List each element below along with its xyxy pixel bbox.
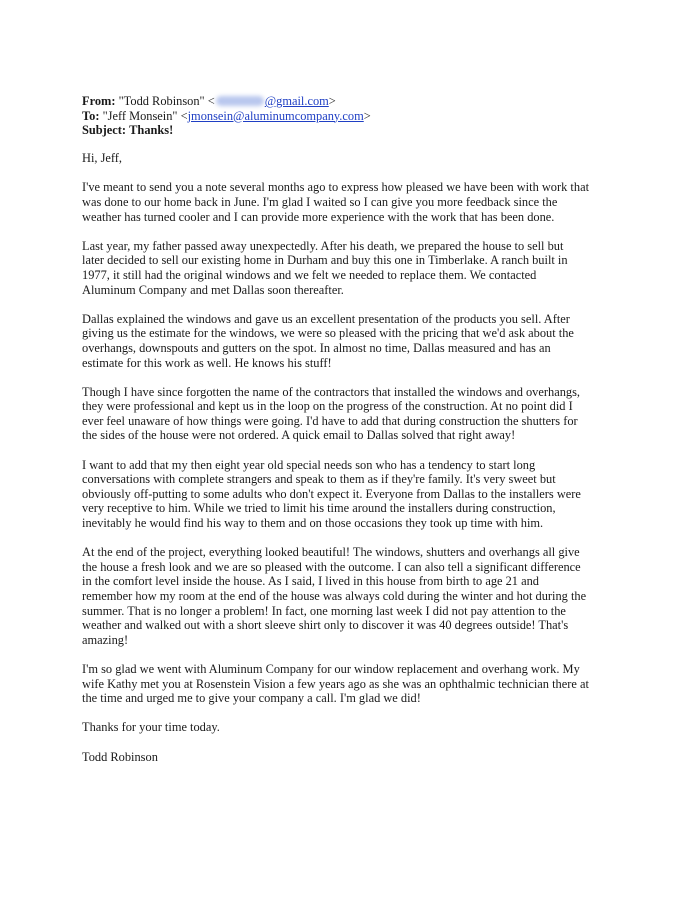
text-line: they were professional and kept us in the loop on the progress of the construction. At no point did I (82, 399, 573, 414)
subject-label: Subject: (82, 123, 127, 138)
text-line: giving us the estimate for the windows, we were so pleased with the pricing that we'd ask about the (82, 326, 574, 341)
text-line: wife Kathy met you at Rosenstein Vision a few years ago as she was an ophthalmic technician there at (82, 676, 589, 691)
paragraph-1 (82, 180, 642, 224)
text-line: summer. That is no longer a problem! In fact, one morning last week I did not pay attention to the (82, 603, 566, 618)
to-lt: < (180, 108, 188, 123)
text-line: Last year, my father passed away unexpectedly. After his death, we prepared the house to sell but (82, 238, 564, 253)
greeting: Hi, Jeff, (82, 150, 123, 165)
paragraph-2 (82, 239, 642, 297)
text-line: At the end of the project, everything looked beautiful! The windows, shutters and overhangs all give (82, 545, 580, 560)
from-lt: < (207, 94, 215, 108)
text-line: Though I have since forgotten the name of the contractors that installed the windows and overhangs, (82, 384, 581, 399)
text-line: weather and walked out with a short sleeve shirt only to discover it was 40 degrees outside! That's (82, 618, 569, 633)
text-line: I want to add that my then eight year old special needs son who has a tendency to start long (82, 457, 536, 472)
email-header (82, 94, 642, 138)
text-line: Aluminum Company and met Dallas soon thereafter. (82, 282, 344, 297)
paragraph-7 (82, 662, 642, 706)
to-gt: > (363, 108, 371, 123)
to-email-link[interactable]: jmonsein@aluminumcompany.com (187, 108, 364, 123)
text-line: Dallas explained the windows and gave us an excellent presentation of the products you sell. After (82, 311, 570, 326)
paragraph-3 (82, 312, 642, 370)
to-line (82, 109, 642, 124)
from-line (82, 94, 642, 109)
text-line: conversations with complete strangers and speak to them as if they're family. It's very sweet but (82, 472, 556, 487)
from-gt: > (328, 94, 336, 108)
signature: Todd Robinson (82, 749, 158, 764)
email-printout (82, 94, 642, 779)
closing-thanks: Thanks for your time today. (82, 720, 220, 735)
text-line: the house a fresh look and we are so pleased with the outcome. I can also tell a significant difference (82, 559, 581, 574)
text-line: estimate for this work as well. He knows his stuff! (82, 355, 332, 370)
paragraph-6 (82, 545, 642, 647)
text-line: in the comfort level inside the house. As I said, I lived in this house from birth to age 21 and (82, 574, 539, 589)
paragraph-4 (82, 385, 642, 443)
subject-text: Thanks! (129, 123, 174, 138)
text-line: amazing! (82, 632, 129, 647)
text-line: I've meant to send you a note several months ago to express how pleased we have been with work that (82, 180, 590, 195)
redacted-email-blur (216, 96, 264, 106)
text-line: the sides of the house were not ordered. A quick email to Dallas solved that right away! (82, 428, 516, 443)
text-line: very receptive to him. While we tried to limit his time around the installers during construction, (82, 501, 556, 516)
text-line: inevitably he would find his way to them and on those occasions they took up time with him. (82, 516, 544, 531)
text-line: 1977, it still had the original windows and we felt we needed to replace them. We contacted (82, 267, 537, 282)
text-line: later decided to sell our existing home in Durham and buy this one in Timberlake. A ranch built in (82, 253, 568, 268)
from-name: "Todd Robinson" (118, 94, 205, 108)
to-name: "Jeff Monsein" (102, 108, 178, 123)
from-label: From: (82, 94, 116, 108)
text-line: obviously off-putting to some adults who don't expect it. Everyone from Dallas to the installers were (82, 486, 581, 501)
paragraph-5 (82, 458, 642, 531)
text-line: weather has turned cooler and I can provide more experience with the work that has been done. (82, 209, 555, 224)
from-email-domain[interactable]: @gmail.com (264, 94, 329, 108)
text-line: overhangs, downspouts and gutters on the spot. In almost no time, Dallas measured and has an (82, 340, 551, 355)
text-line: ever feel unaware of how things were going. I'd have to add that during construction the shutters for (82, 413, 578, 428)
text-line: was done to our home back in June. I'm glad I waited so I can give you more feedback since the (82, 194, 558, 209)
text-line: I'm so glad we went with Aluminum Company for our window replacement and overhang work. My (82, 661, 580, 676)
subject-line (82, 123, 642, 138)
to-label: To: (82, 108, 100, 123)
text-line: remember how my room at the end of the house was always cold during the winter and hot during the (82, 589, 587, 603)
text-line: the time and urged me to give your company a call. I'm glad we did! (82, 691, 421, 706)
